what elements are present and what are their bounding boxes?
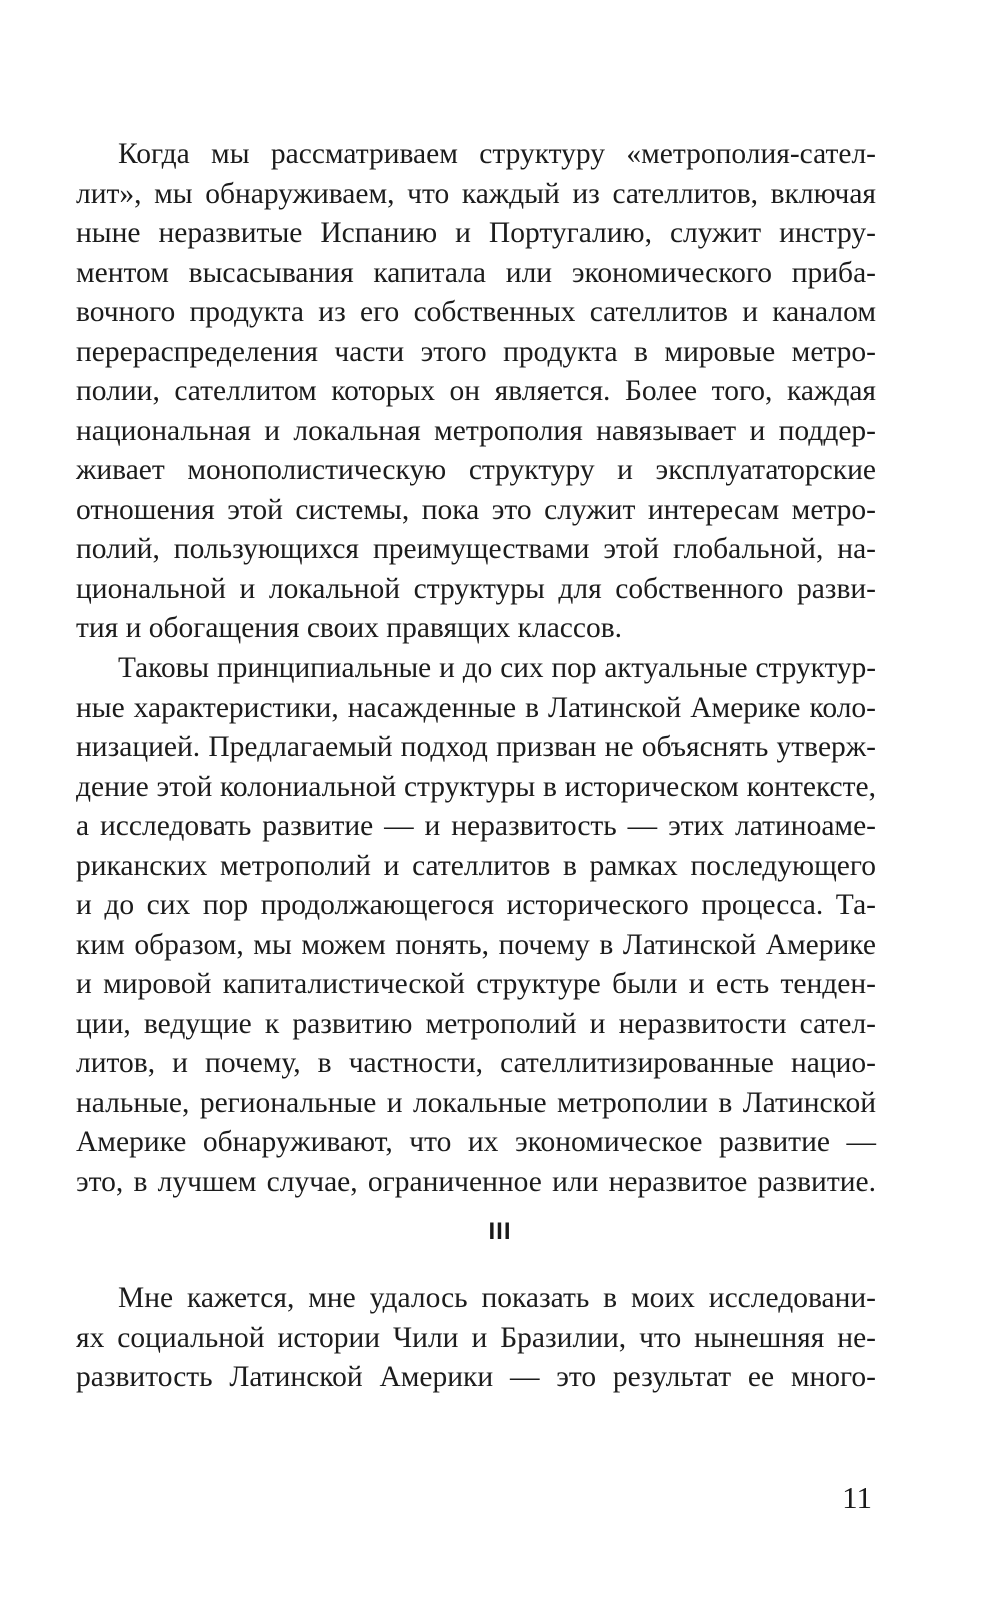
text-line: ции, ведущие к развитию метрополий и неразвитости сател-	[76, 1007, 876, 1040]
section-heading: III	[488, 1218, 512, 1245]
text-line: национальная и локальная метрополия навязывает и поддер-	[76, 414, 876, 447]
text-line: живает монополистическую структуру и эксплуататорские	[76, 454, 876, 486]
text-line: ныне неразвитые Испанию и Португалию, служит инстру-	[76, 217, 876, 249]
page-number: 11	[842, 1480, 872, 1515]
text-line: отношения этой системы, пока это служит интересам метро-	[76, 493, 876, 526]
text-line: лит», мы обнаруживаем, что каждый из сателлитов, включая	[76, 177, 876, 210]
text-line: полии, сателлитом которых он является. Более того, каждая	[76, 375, 876, 407]
text-line: ях социальной истории Чили и Бразилии, что нынешняя не-	[76, 1321, 876, 1354]
paragraph-1	[76, 135, 876, 649]
text-line: и до сих пор продолжающегося исторического процесса. Та-	[76, 889, 876, 921]
text-line: перераспределения части этого продукта в мировые метро-	[76, 335, 876, 368]
paragraph-2	[76, 649, 876, 1202]
text-line: Когда мы рассматриваем структуру «метрополия-сател-	[118, 138, 876, 170]
text-line: и мировой капиталистической структуре были и есть тенден-	[76, 968, 876, 1000]
text-line: литов, и почему, в частности, сателлитизированные нацио-	[76, 1047, 876, 1079]
text-line: ментом высасывания капитала или экономического приба-	[76, 256, 876, 289]
text-line: дение этой колониальной структуры в историческом контексте,	[76, 770, 876, 803]
text-line: а исследовать развитие — и неразвитость — этих латиноаме-	[76, 810, 876, 842]
text-line: низацией. Предлагаемый подход призван не объяснять утверж-	[76, 731, 876, 763]
text-line: ким образом, мы можем понять, почему в Латинской Америке	[76, 928, 876, 961]
text-line: ные характеристики, насажденные в Латинской Америке коло-	[76, 691, 876, 724]
text-line: это, в лучшем случае, ограниченное или неразвитое развитие.	[76, 1165, 876, 1198]
text-line: полий, пользующихся преимуществами этой глобальной, на-	[76, 533, 876, 565]
text-line: Таковы принципиальные и до сих пор актуальные структур-	[118, 652, 876, 684]
text-line: Мне кажется, мне удалось показать в моих исследовани-	[118, 1282, 876, 1314]
text-line: вочного продукта из его собственных сателлитов и каналом	[76, 296, 876, 328]
text-line: тия и обогащения своих правящих классов.	[76, 612, 623, 644]
text-line: циональной и локальной структуры для собственного разви-	[76, 572, 876, 605]
text-line: нальные, региональные и локальные метрополии в Латинской	[76, 1086, 876, 1119]
text-line: развитость Латинской Америки — это результат ее много-	[76, 1361, 876, 1393]
text-line: Америке обнаруживают, что их экономическое развитие —	[76, 1126, 876, 1158]
paragraph-3	[76, 1279, 876, 1398]
text-line: риканских метрополий и сателлитов в рамках последующего	[76, 849, 876, 882]
